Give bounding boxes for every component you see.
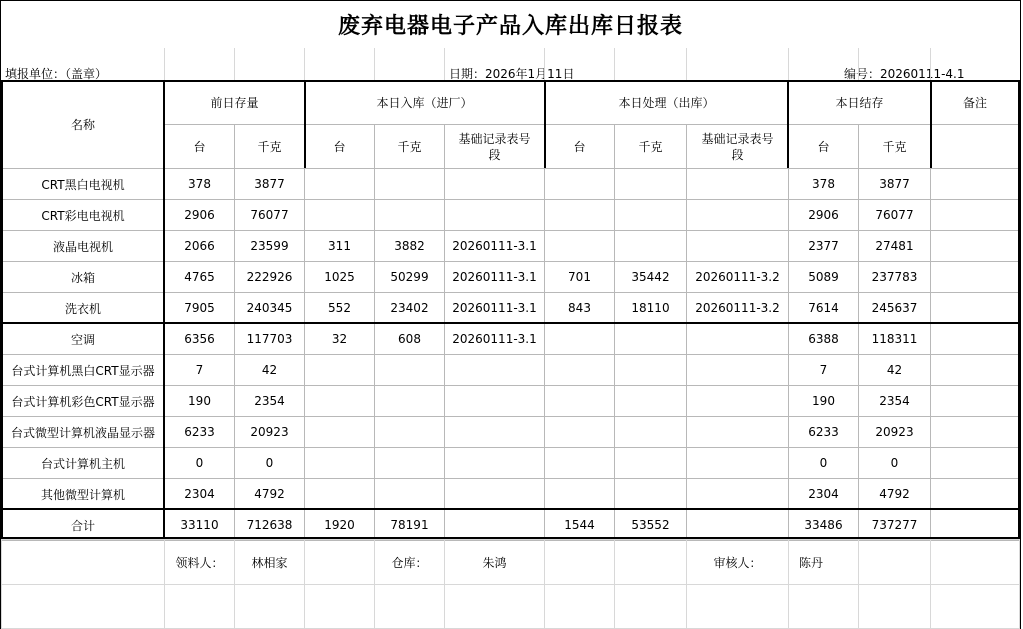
remark-cell xyxy=(931,169,1020,200)
table-row xyxy=(2,510,1020,541)
prev-count-cell: 7905 xyxy=(165,293,235,324)
in-record-cell: 20260111-3.1 xyxy=(445,293,545,324)
bal-kg-cell: 0 xyxy=(859,448,931,479)
out-kg-cell xyxy=(615,479,687,510)
in-count-cell xyxy=(305,200,375,231)
header-out-kg: 千克 xyxy=(615,125,687,169)
in-record-cell: 20260111-3.1 xyxy=(445,262,545,293)
in-kg-cell xyxy=(375,386,445,417)
prev-kg-cell: 20923 xyxy=(235,417,305,448)
date-label: 日期：2026年1月11日 xyxy=(449,67,575,81)
out-record-cell: 20260111-3.2 xyxy=(687,262,789,293)
signature-row xyxy=(1,539,1020,629)
table-row xyxy=(2,355,1020,386)
prev-count-cell: 2066 xyxy=(165,231,235,262)
remark-cell xyxy=(931,355,1020,386)
bal-count-cell: 5089 xyxy=(789,262,859,293)
prev-kg-cell: 23599 xyxy=(235,231,305,262)
prev-kg-cell: 222926 xyxy=(235,262,305,293)
prev-count-cell: 6233 xyxy=(165,417,235,448)
bal-kg-cell: 2354 xyxy=(859,386,931,417)
item-name-cell: 空调 xyxy=(2,324,165,355)
bal-kg-cell: 118311 xyxy=(859,324,931,355)
header-in-today: 本日入库（进厂） xyxy=(305,81,545,125)
receiver-label: 领料人： xyxy=(165,540,235,585)
item-name-cell: 台式微型计算机液晶显示器 xyxy=(2,417,165,448)
item-name-cell: 台式计算机黑白CRT显示器 xyxy=(2,355,165,386)
table-row xyxy=(2,231,1020,262)
bal-count-cell: 2906 xyxy=(789,200,859,231)
remark-cell xyxy=(931,324,1020,355)
bal-count-cell: 6388 xyxy=(789,324,859,355)
item-name-cell: 其他微型计算机 xyxy=(2,479,165,510)
bal-kg-cell: 42 xyxy=(859,355,931,386)
header-remark-blank xyxy=(931,125,1020,169)
out-record-cell xyxy=(687,386,789,417)
item-name-cell: 合计 xyxy=(2,510,165,541)
out-count-cell: 701 xyxy=(545,262,615,293)
prev-count-cell: 4765 xyxy=(165,262,235,293)
out-record-cell xyxy=(687,510,789,541)
item-name-cell: 液晶电视机 xyxy=(2,231,165,262)
in-kg-cell: 608 xyxy=(375,324,445,355)
reviewer-label: 审核人： xyxy=(687,540,789,585)
out-kg-cell: 53552 xyxy=(615,510,687,541)
out-kg-cell xyxy=(615,355,687,386)
meta-row xyxy=(0,48,1021,80)
table-row xyxy=(2,169,1020,200)
out-count-cell xyxy=(545,200,615,231)
prev-kg-cell: 3877 xyxy=(235,169,305,200)
header-out-count: 台 xyxy=(545,125,615,169)
bal-count-cell: 7614 xyxy=(789,293,859,324)
in-record-cell: 20260111-3.1 xyxy=(445,324,545,355)
warehouse-name: 朱鸿 xyxy=(445,540,545,585)
header-bal-kg: 千克 xyxy=(859,125,931,169)
out-kg-cell xyxy=(615,324,687,355)
out-count-cell xyxy=(545,169,615,200)
in-count-cell xyxy=(305,355,375,386)
prev-count-cell: 0 xyxy=(165,448,235,479)
in-kg-cell xyxy=(375,479,445,510)
bal-kg-cell: 4792 xyxy=(859,479,931,510)
bal-count-cell: 7 xyxy=(789,355,859,386)
remark-cell xyxy=(931,417,1020,448)
header-prev-kg: 千克 xyxy=(235,125,305,169)
table-row xyxy=(2,324,1020,355)
in-count-cell xyxy=(305,169,375,200)
item-name-cell: CRT黑白电视机 xyxy=(2,169,165,200)
prev-count-cell: 2906 xyxy=(165,200,235,231)
in-kg-cell: 23402 xyxy=(375,293,445,324)
in-kg-cell xyxy=(375,448,445,479)
report-title: 废弃电器电子产品入库出库日报表 xyxy=(0,0,1021,48)
bal-count-cell: 6233 xyxy=(789,417,859,448)
in-kg-cell xyxy=(375,355,445,386)
table-row xyxy=(2,448,1020,479)
prev-count-cell: 190 xyxy=(165,386,235,417)
prev-kg-cell: 2354 xyxy=(235,386,305,417)
in-record-cell xyxy=(445,355,545,386)
header-remark: 备注 xyxy=(931,81,1020,125)
in-count-cell: 311 xyxy=(305,231,375,262)
prev-count-cell: 33110 xyxy=(165,510,235,541)
reviewer-name: 陈丹 xyxy=(789,540,859,585)
out-count-cell: 1544 xyxy=(545,510,615,541)
in-count-cell: 1920 xyxy=(305,510,375,541)
out-record-cell xyxy=(687,231,789,262)
item-name-cell: 台式计算机主机 xyxy=(2,448,165,479)
in-record-cell xyxy=(445,386,545,417)
unit-label: 填报单位：（盖章） xyxy=(5,67,108,81)
prev-kg-cell: 76077 xyxy=(235,200,305,231)
bal-count-cell: 2377 xyxy=(789,231,859,262)
in-kg-cell: 3882 xyxy=(375,231,445,262)
out-record-cell xyxy=(687,200,789,231)
out-count-cell xyxy=(545,417,615,448)
warehouse-label: 仓库： xyxy=(375,540,445,585)
header-bal-count: 台 xyxy=(789,125,859,169)
out-count-cell: 843 xyxy=(545,293,615,324)
bal-count-cell: 378 xyxy=(789,169,859,200)
out-kg-cell xyxy=(615,417,687,448)
bal-kg-cell: 20923 xyxy=(859,417,931,448)
out-kg-cell: 18110 xyxy=(615,293,687,324)
bal-count-cell: 33486 xyxy=(789,510,859,541)
out-count-cell xyxy=(545,231,615,262)
in-count-cell: 32 xyxy=(305,324,375,355)
bal-kg-cell: 76077 xyxy=(859,200,931,231)
out-count-cell xyxy=(545,324,615,355)
in-kg-cell xyxy=(375,200,445,231)
remark-cell xyxy=(931,510,1020,541)
in-kg-cell: 78191 xyxy=(375,510,445,541)
item-name-cell: 冰箱 xyxy=(2,262,165,293)
prev-kg-cell: 240345 xyxy=(235,293,305,324)
in-record-cell xyxy=(445,169,545,200)
item-name-cell: CRT彩电电视机 xyxy=(2,200,165,231)
out-record-cell xyxy=(687,448,789,479)
out-count-cell xyxy=(545,448,615,479)
in-count-cell xyxy=(305,448,375,479)
in-count-cell xyxy=(305,417,375,448)
prev-kg-cell: 4792 xyxy=(235,479,305,510)
bal-kg-cell: 237783 xyxy=(859,262,931,293)
remark-cell xyxy=(931,386,1020,417)
header-in-record: 基础记录表号段 xyxy=(445,125,545,169)
out-record-cell xyxy=(687,355,789,386)
remark-cell xyxy=(931,448,1020,479)
in-record-cell xyxy=(445,510,545,541)
remark-cell xyxy=(931,262,1020,293)
remark-cell xyxy=(931,293,1020,324)
number-label: 编号：20260111-4.1 xyxy=(844,67,965,81)
bal-kg-cell: 737277 xyxy=(859,510,931,541)
in-count-cell: 552 xyxy=(305,293,375,324)
in-kg-cell xyxy=(375,169,445,200)
out-count-cell xyxy=(545,386,615,417)
header-row-1 xyxy=(2,81,1020,125)
table-row xyxy=(2,417,1020,448)
table-row xyxy=(2,200,1020,231)
prev-count-cell: 378 xyxy=(165,169,235,200)
receiver-name: 林相家 xyxy=(235,540,305,585)
out-record-cell xyxy=(687,169,789,200)
out-count-cell xyxy=(545,355,615,386)
prev-kg-cell: 0 xyxy=(235,448,305,479)
out-kg-cell xyxy=(615,169,687,200)
table-row xyxy=(2,479,1020,510)
prev-kg-cell: 117703 xyxy=(235,324,305,355)
inventory-table xyxy=(1,80,1020,541)
in-kg-cell: 50299 xyxy=(375,262,445,293)
out-record-cell: 20260111-3.2 xyxy=(687,293,789,324)
header-prev-count: 台 xyxy=(165,125,235,169)
out-kg-cell xyxy=(615,200,687,231)
header-name: 名称 xyxy=(2,81,165,169)
out-kg-cell xyxy=(615,448,687,479)
in-count-cell xyxy=(305,386,375,417)
prev-kg-cell: 42 xyxy=(235,355,305,386)
header-balance: 本日结存 xyxy=(789,81,931,125)
bal-kg-cell: 245637 xyxy=(859,293,931,324)
item-name-cell: 台式计算机彩色CRT显示器 xyxy=(2,386,165,417)
header-out-today: 本日处理（出库） xyxy=(545,81,789,125)
out-kg-cell xyxy=(615,231,687,262)
table-row xyxy=(2,262,1020,293)
in-count-cell xyxy=(305,479,375,510)
bal-count-cell: 0 xyxy=(789,448,859,479)
bal-kg-cell: 27481 xyxy=(859,231,931,262)
in-record-cell xyxy=(445,200,545,231)
header-out-record: 基础记录表号段 xyxy=(687,125,789,169)
bal-count-cell: 2304 xyxy=(789,479,859,510)
out-record-cell xyxy=(687,324,789,355)
in-record-cell: 20260111-3.1 xyxy=(445,231,545,262)
item-name-cell: 洗衣机 xyxy=(2,293,165,324)
prev-count-cell: 2304 xyxy=(165,479,235,510)
prev-count-cell: 6356 xyxy=(165,324,235,355)
prev-kg-cell: 712638 xyxy=(235,510,305,541)
bal-count-cell: 190 xyxy=(789,386,859,417)
table-row xyxy=(2,386,1020,417)
in-record-cell xyxy=(445,448,545,479)
out-kg-cell xyxy=(615,386,687,417)
table-row xyxy=(2,293,1020,324)
in-kg-cell xyxy=(375,417,445,448)
header-in-kg: 千克 xyxy=(375,125,445,169)
out-kg-cell: 35442 xyxy=(615,262,687,293)
prev-count-cell: 7 xyxy=(165,355,235,386)
remark-cell xyxy=(931,231,1020,262)
in-record-cell xyxy=(445,479,545,510)
out-count-cell xyxy=(545,479,615,510)
header-prev-stock: 前日存量 xyxy=(165,81,305,125)
out-record-cell xyxy=(687,417,789,448)
in-count-cell: 1025 xyxy=(305,262,375,293)
in-record-cell xyxy=(445,417,545,448)
remark-cell xyxy=(931,479,1020,510)
bal-kg-cell: 3877 xyxy=(859,169,931,200)
out-record-cell xyxy=(687,479,789,510)
header-in-count: 台 xyxy=(305,125,375,169)
remark-cell xyxy=(931,200,1020,231)
